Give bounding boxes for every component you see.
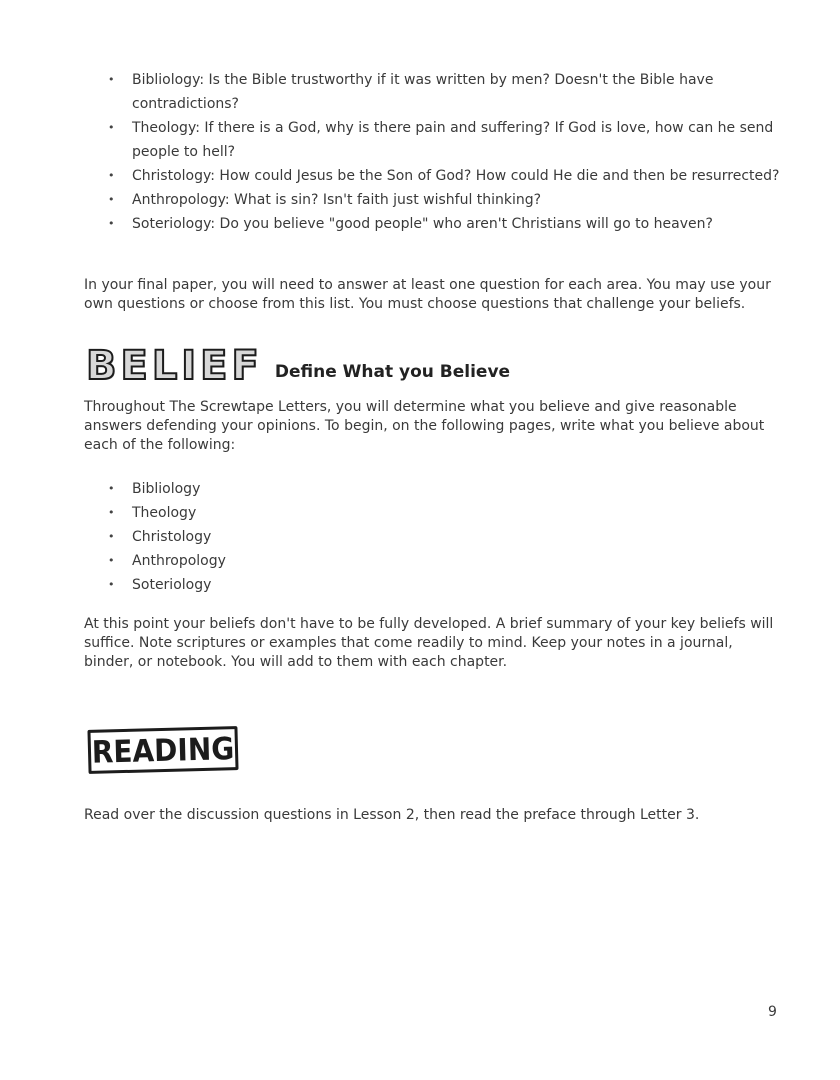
page-number: 9 (768, 1004, 777, 1020)
list-item: • Bibliology: Is the Bible trustworthy if it was written by men? Doesn't the Bible have contradictions? (104, 68, 794, 116)
list-item: • Anthropology (104, 549, 794, 573)
list-item: • Bibliology (104, 477, 794, 501)
reading-paragraph: Read over the discussion questions in Lesson 2, then read the preface through Letter 3. (84, 807, 700, 823)
intro-paragraph: In your final paper, you will need to answer at least one question for each area. You may use your own questions or choose from this list. You must choose questions that challenge your beliefs. (84, 277, 771, 312)
belief-topic-list (104, 477, 794, 597)
question-list (104, 68, 794, 236)
belief-logo: BELIEF (86, 343, 263, 389)
list-item: • Christology (104, 525, 794, 549)
belief-heading (86, 340, 511, 389)
reading-logo: READING (91, 729, 235, 771)
list-item: • Soteriology: Do you believe "good people" who aren't Christians will go to heaven? (104, 212, 794, 236)
list-item: • Anthropology: What is sin? Isn't faith just wishful thinking? (104, 188, 794, 212)
list-item: • Christology: How could Jesus be the Son of God? How could He die and then be resurrected? (104, 164, 794, 188)
summary-paragraph: At this point your beliefs don't have to be fully developed. A brief summary of your key beliefs will suffice. Note scriptures or examples that come readily to mind. Keep your notes in a journal, binder, or notebook. You will add to them with each chapter. (84, 616, 774, 670)
list-item: • Soteriology (104, 573, 794, 597)
list-item: • Theology: If there is a God, why is there pain and suffering? If God is love, how can he send people to hell? (104, 116, 794, 164)
list-item: • Theology (104, 501, 794, 525)
reading-heading (87, 726, 238, 774)
belief-subtitle: Define What you Believe (274, 362, 511, 382)
belief-paragraph: Throughout The Screwtape Letters, you will determine what you believe and give reasonable answers defending your opinions. To begin, on the following pages, write what you believe about each of the following: (84, 399, 765, 453)
